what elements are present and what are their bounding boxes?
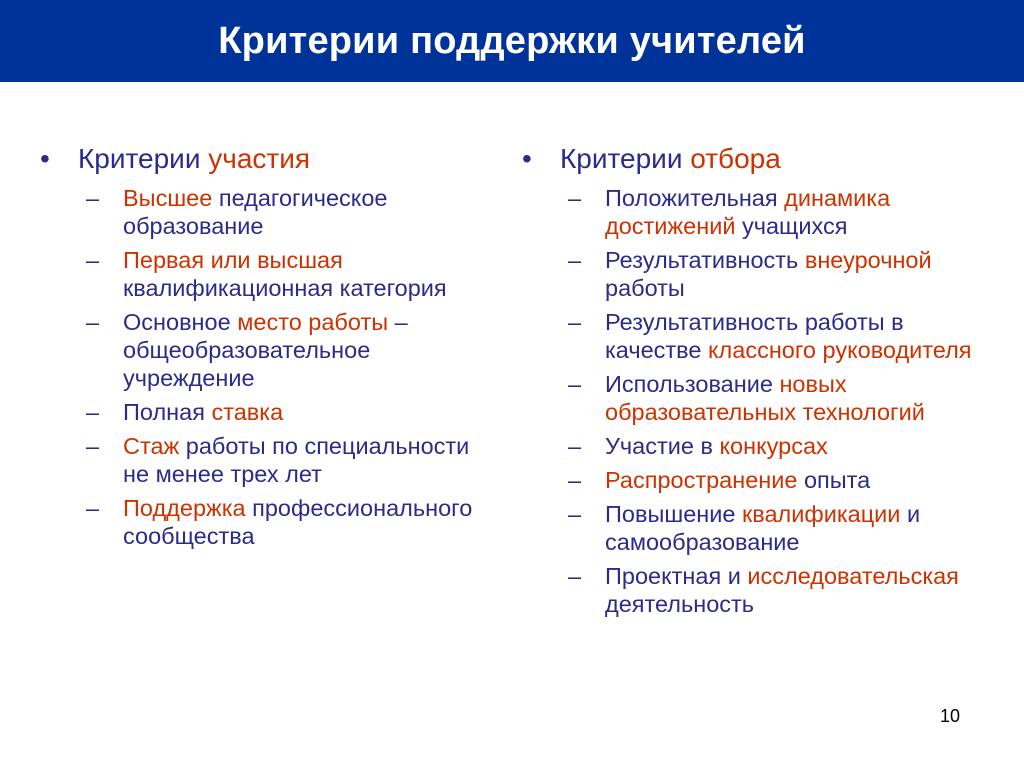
right-criteria-list <box>522 184 982 618</box>
list-item <box>86 184 490 240</box>
dash-marker: – <box>86 185 100 211</box>
list-item <box>568 500 982 556</box>
left-heading <box>40 142 490 176</box>
item-text: Результативность <box>605 247 805 273</box>
item-highlight: ставка <box>211 399 284 425</box>
item-text: Результативность работы в качестве <box>605 309 904 363</box>
item-highlight: исследовательская <box>747 563 959 589</box>
dash-marker: – <box>568 371 582 397</box>
item-text: и самообразование <box>605 501 921 555</box>
bullet-marker: • <box>40 143 50 174</box>
item-text: – общеобразовательное учреждение <box>123 309 408 391</box>
item-highlight: место работы <box>237 309 389 335</box>
item-highlight: Распространение <box>605 467 798 493</box>
item-highlight: новых образовательных технологий <box>605 371 925 425</box>
item-highlight: Первая или высшая <box>123 247 343 273</box>
item-highlight: Стаж <box>123 433 180 459</box>
dash-marker: – <box>568 185 582 211</box>
left-heading-prefix: Критерии <box>78 143 209 174</box>
item-highlight: Поддержка <box>123 495 246 521</box>
dash-marker: – <box>86 399 100 425</box>
dash-marker: – <box>86 247 100 273</box>
item-text: деятельность <box>605 591 755 617</box>
list-item <box>86 308 490 392</box>
left-heading-highlight: участия <box>208 143 311 174</box>
list-item <box>568 370 982 426</box>
list-item <box>568 308 982 364</box>
item-highlight: квалификации <box>741 501 901 527</box>
item-highlight: классного руководителя <box>708 337 972 363</box>
list-item <box>86 432 490 488</box>
list-item <box>568 466 982 494</box>
right-column <box>522 142 982 624</box>
list-item <box>568 184 982 240</box>
item-text: Участие в <box>605 433 720 459</box>
dash-marker: – <box>568 247 582 273</box>
right-heading <box>522 142 982 176</box>
list-item <box>568 432 982 460</box>
dash-marker: – <box>86 495 100 521</box>
item-highlight: конкурсах <box>719 433 828 459</box>
item-text: работы <box>605 275 685 301</box>
item-highlight: динамика достижений <box>605 185 891 239</box>
right-heading-prefix: Критерии <box>560 143 691 174</box>
dash-marker: – <box>568 501 582 527</box>
bullet-marker: • <box>522 143 532 174</box>
list-item <box>86 246 490 302</box>
list-item <box>568 562 982 618</box>
left-criteria-list <box>40 184 490 550</box>
item-text: Положительная <box>605 185 785 211</box>
item-text: педагогическое образование <box>123 185 388 239</box>
item-text: Использование <box>605 371 780 397</box>
dash-marker: – <box>86 309 100 335</box>
page-number: 10 <box>939 706 960 726</box>
dash-marker: – <box>568 467 582 493</box>
item-text: квалификационная категория <box>123 275 447 301</box>
list-item <box>86 494 490 550</box>
item-text: работы по специальности не менее трех лет <box>123 433 470 487</box>
dash-marker: – <box>568 309 582 335</box>
dash-marker: – <box>568 563 582 589</box>
item-text: опыта <box>797 467 871 493</box>
item-text: Проектная и <box>605 563 748 589</box>
left-column <box>40 142 490 556</box>
item-text: Полная <box>123 399 212 425</box>
dash-marker: – <box>568 433 582 459</box>
slide-title: Критерии поддержки учителей <box>218 20 806 62</box>
right-heading-highlight: отбора <box>690 143 781 174</box>
item-highlight: Высшее <box>123 185 213 211</box>
list-item <box>568 246 982 302</box>
list-item <box>86 398 490 426</box>
item-highlight: внеурочной <box>804 247 932 273</box>
item-text: Повышение <box>605 501 742 527</box>
item-text: учащихся <box>735 213 848 239</box>
dash-marker: – <box>86 433 100 459</box>
item-text: Основное <box>123 309 238 335</box>
item-text: профессионального сообщества <box>123 495 473 549</box>
